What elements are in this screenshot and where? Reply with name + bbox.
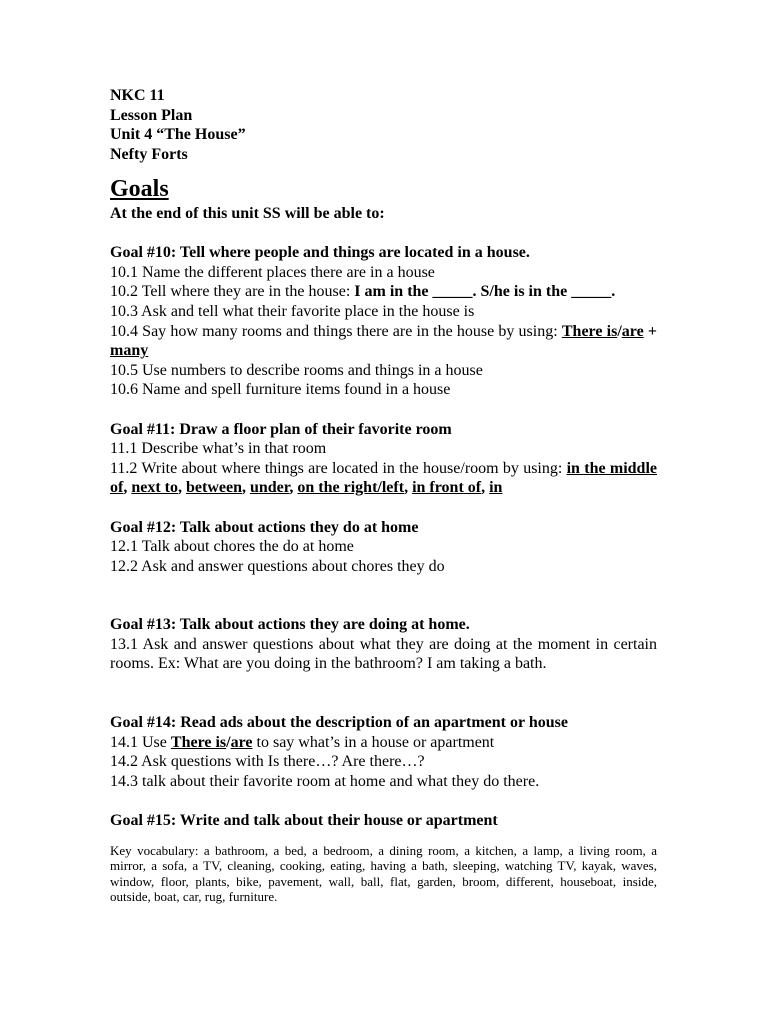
goal-10-title: Goal #10: Tell where people and things are located in a house. xyxy=(110,244,530,262)
goal-10-item-2 xyxy=(110,282,657,302)
term-between: between xyxy=(185,479,242,497)
slash: / xyxy=(226,733,231,751)
term-in-the-middle-of: in the middle of xyxy=(110,459,657,497)
header-block xyxy=(110,86,657,164)
goal-12-title: Goal #12: Talk about actions they do at home xyxy=(110,518,419,536)
goal-13-item-1: 13.1 Ask and answer questions about what they are doing at the moment in certain rooms. Ex: What are you doing in the bathroom? I am taking a bath. xyxy=(110,635,657,673)
goal-14-item-3: 14.3 talk about their favorite room at home and what they do there. xyxy=(110,772,540,790)
unit-title: Unit 4 “The House” xyxy=(110,126,246,143)
key-vocabulary: Key vocabulary: a bathroom, a bed, a bedroom, a dining room, a kitchen, a lamp, a living room, a mirror, a sofa, a TV, cleaning, cooking, eating, having a bath, sleeping, watching TV, kayak, waves, window, floor, plants, bike, pavement, wall, ball, flat, garden, broom, different, houseboat, inside, outside, boat, car, rug, furniture. xyxy=(110,842,657,905)
goal-10-item-3: 10.3 Ask and tell what their favorite place in the house is xyxy=(110,302,475,320)
goal-12-section xyxy=(110,518,657,577)
sep: , xyxy=(241,479,250,497)
term-in: in xyxy=(489,479,503,497)
document-page xyxy=(110,86,657,905)
there-is-term: There is xyxy=(561,322,618,340)
many-term: many xyxy=(110,342,149,360)
course-code: NKC 11 xyxy=(110,87,165,104)
are-term: are xyxy=(621,322,644,340)
goal-10-item-1: 10.1 Name the different places there are in a house xyxy=(110,263,435,281)
goal-11-item-2-text: 11.2 Write about where things are located in the house/room by using: xyxy=(110,459,567,477)
goal-14-item-2: 14.2 Ask questions with Is there…? Are there…? xyxy=(110,753,425,771)
goals-heading: Goals xyxy=(110,176,169,202)
goal-10-item-4-text: 10.4 Say how many rooms and things there are in the house by using: xyxy=(110,322,562,340)
goal-15-title: Goal #15: Write and talk about their house or apartment xyxy=(110,812,498,830)
term-on-the-right-left: on the right/left xyxy=(297,479,405,497)
goal-13-title: Goal #13: Talk about actions they are doing at home. xyxy=(110,616,470,634)
goal-14-title: Goal #14: Read ads about the description of an apartment or house xyxy=(110,714,568,732)
goal-10-item-2-text: 10.2 Tell where they are in the house: xyxy=(110,283,355,301)
goal-14-section xyxy=(110,713,657,791)
intro-line: At the end of this unit SS will be able to: xyxy=(110,205,385,222)
goal-14-item-1-post: to say what’s in a house or apartment xyxy=(252,733,495,751)
sep: , xyxy=(289,479,298,497)
goal-13-section xyxy=(110,615,657,674)
goal-14-item-1 xyxy=(110,733,657,753)
plus-sign: + xyxy=(643,322,658,340)
goal-10-item-2-example: I am in the _____. S/he is in the _____. xyxy=(354,283,616,301)
term-under: under xyxy=(249,479,290,497)
goal-15-section xyxy=(110,811,657,831)
sep: , xyxy=(404,479,413,497)
sep: , xyxy=(177,479,186,497)
goal-11-section xyxy=(110,420,657,498)
are-term: are xyxy=(230,733,253,751)
goal-12-item-2: 12.2 Ask and answer questions about chores they do xyxy=(110,557,445,575)
goal-10-item-5: 10.5 Use numbers to describe rooms and things in a house xyxy=(110,361,483,379)
doc-type: Lesson Plan xyxy=(110,106,193,124)
goal-11-item-2 xyxy=(110,459,657,498)
sep: , xyxy=(481,479,490,497)
sep: , xyxy=(123,479,132,497)
slash: / xyxy=(617,322,622,340)
term-in-front-of: in front of xyxy=(412,479,482,497)
goal-10-section xyxy=(110,243,657,400)
goal-14-item-1-pre: 14.1 Use xyxy=(110,733,171,751)
goal-10-item-6: 10.6 Name and spell furniture items found in a house xyxy=(110,381,451,399)
term-next-to: next to xyxy=(131,479,178,497)
author-name: Nefty Forts xyxy=(110,145,188,163)
goal-12-item-1: 12.1 Talk about chores the do at home xyxy=(110,538,354,556)
there-is-term: There is xyxy=(170,733,227,751)
goal-11-item-1: 11.1 Describe what’s in that room xyxy=(110,440,327,458)
goal-10-item-4 xyxy=(110,322,657,361)
goal-11-title: Goal #11: Draw a floor plan of their favorite room xyxy=(110,420,452,438)
